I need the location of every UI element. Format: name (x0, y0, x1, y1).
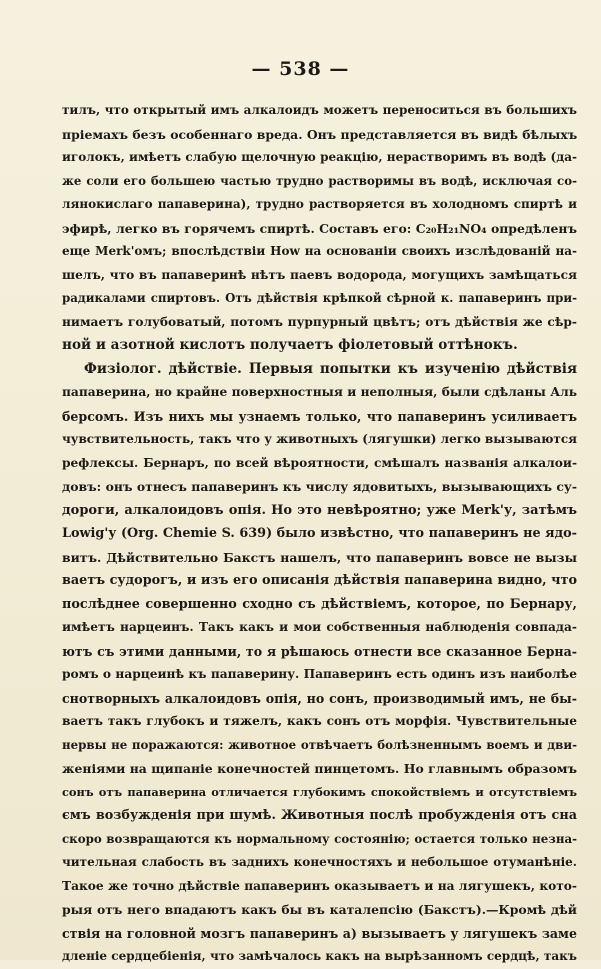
text-line: же соли его большею частью трудно растворимы въ водѣ, исключая со- (62, 173, 577, 188)
text-line: папаверина, но крайне поверхностныя и неполныя, были сдѣланы Аль (62, 385, 577, 399)
text-line: чувствительность, такъ что у животныхъ (лягушки) легко вызываются (62, 432, 577, 446)
text-line: ютъ съ этими данными, то я рѣшаюсь отнести все сказанное Берна- (62, 643, 577, 659)
page-number: — 538 — (251, 58, 350, 80)
text-line: довъ: онъ отнесъ папаверинъ къ числу ядовитыхъ, вызывающихъ су- (62, 479, 577, 494)
text-line: скоро возвращаются къ нормальному состоянію; остается только незна- (62, 831, 577, 846)
text-line: витъ. Дѣйствительно Бакстъ нашелъ, что папаверинъ вовсе не вызы (62, 549, 577, 565)
text-line: шелъ, что въ папаверинѣ нѣтъ паевъ водорода, могущихъ замѣщаться (62, 267, 577, 282)
text-line: берсомъ. Изъ нихъ мы узнаемъ только, что папаверинъ усиливаетъ (62, 408, 577, 424)
text-line: Физіолог. дѣйствіе. Первыя попытки къ изученію дѣйствія (84, 360, 577, 377)
body-text (62, 99, 577, 969)
text-line: тилъ, что открытый имъ алкалоидъ можетъ переноситься въ большихъ (62, 103, 577, 117)
text-line: ствія на головной мозгъ папаверинъ а) вызываетъ у лягушекъ заме (62, 925, 577, 941)
text-line: имѣетъ нарцеинъ. Такъ какъ и мои собственныя наблюденія совпада- (62, 620, 577, 634)
text-line: сонъ отъ папаверина отличается глубокимъ спокойствіемъ и отсутствіемъ (62, 784, 577, 799)
text-line: нимаетъ голубоватый, потомъ пурпурный цвѣтъ; отъ дѣйствія же сѣр- (62, 314, 577, 329)
text-line: Lowig'у (Org. Chemie S. 639) было извѣстно, что папаверинъ не ядо- (62, 526, 577, 541)
text-line: ваетъ судорогъ, и изъ его описанія дѣйствія папаверина видно, что (62, 573, 577, 588)
text-line: чительная слабость въ заднихъ конечностяхъ и небольшое отуманѣніе. (62, 855, 577, 869)
text-line: дленіе сердцебіенія, что замѣчалось какъ на вырѣзанномъ сердцѣ, такъ (62, 949, 577, 963)
text-line: послѣднее совершенно сходно съ дѣйствіемъ, которое, по Бернару, (62, 596, 577, 612)
text-line: дороги, алкалоидовъ опія. Но это невѣроятно; уже Merk'у, затѣмъ (62, 502, 577, 518)
text-line: ромъ о нарцеинѣ къ папаверину. Папаверинъ есть одинъ изъ наиболѣе (62, 667, 577, 681)
text-line: еще Merk'омъ; впослѣдствіи How на основаніи своихъ изслѣдованій на- (62, 244, 577, 258)
text-line: радикалами спиртовъ. Отъ дѣйствія крѣпкой сѣрной к. папаверинъ при- (62, 291, 577, 305)
text-line: лянокислаго папаверина), трудно растворяется въ холодномъ спиртѣ и (62, 197, 577, 211)
text-line: рыя отъ него впадаютъ какъ бы въ каталепсію (Бакстъ).—Кромѣ дѣй (62, 902, 577, 917)
text-line: эфирѣ, легко въ горячемъ спиртѣ. Составъ его: C₂₀H₂₁NO₄ опредѣленъ (62, 220, 577, 236)
text-line: ной и азотной кислотъ получаетъ фіолетовый оттѣнокъ. (62, 337, 518, 353)
text-line: нервы не поражаются: животное отвѣчаетъ болѣзненнымъ воемъ и дви- (62, 737, 577, 752)
text-line: иголокъ, имѣетъ слабую щелочную реакцію, нерастворимъ въ водѣ (да- (62, 150, 577, 164)
text-line: Такое же точно дѣйствіе папаверинъ оказываетъ и на лягушекъ, кото- (62, 878, 577, 893)
text-line: женіями на щипаніе конечностей пинцетомъ. Но главнымъ образомъ (62, 761, 577, 776)
text-line: рефлексы. Бернаръ, по всей вѣроятности, смѣшалъ названія алкалои- (62, 455, 577, 470)
text-line: ємъ возбужденія при шумѣ. Животныя послѣ пробужденія отъ сна (62, 808, 577, 823)
text-line: ваетъ такъ глубокъ и тяжелъ, какъ сонъ отъ морфія. Чувствительные (62, 714, 577, 728)
text-line: пріемахъ безъ особеннаго вреда. Онъ представляется въ видѣ бѣлыхъ (62, 126, 577, 142)
text-line: снотворныхъ алкалоидовъ опія, но сонъ, производимый имъ, не бы- (62, 690, 577, 706)
